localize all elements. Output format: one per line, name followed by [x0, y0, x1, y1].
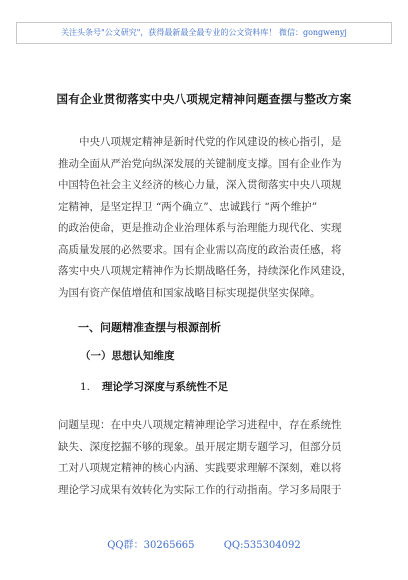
text-line: 中国特色社会主义经济的核心力量，深入贯彻落实中央八项规 [58, 179, 342, 191]
promo-banner [16, 22, 392, 44]
text-line: 缺失、深度挖掘不够的现象。虽开展定期专题学习，但部分员 [58, 440, 342, 453]
document-title: 国有企业贯彻落实中央八项规定精神问题查摆与整改方案 [56, 92, 352, 106]
intro-paragraph-continued [58, 261, 358, 304]
item-paragraph [58, 415, 358, 501]
text-line: 高质量发展的必然要求。国有企业需以高度的政治责任感，将 [58, 243, 342, 256]
text-line: 定精神，是坚定捍卫 “两个确立”、忠诚践行 “两个维护” [58, 200, 318, 213]
text-line: 落实中央八项规定精神作为长期战略任务，持续深化作风建设， [58, 265, 352, 277]
text-line: 中央八项规定精神是新时代党的作风建设的核心指引，是 [79, 136, 342, 148]
text-line: 的政治使命，更是推动企业治理体系与治理能力现代化、实现 [58, 222, 342, 234]
subsection-heading: （一）思想认知维度 [80, 350, 175, 362]
section-heading: 一、问题精准查摆与根源剖析 [78, 321, 221, 334]
text-line: 理论学习成果有效转化为实际工作的行动指南。学习多局限于 [58, 483, 342, 496]
item-title: 理论学习深度与系统性不足 [102, 381, 228, 393]
text-line: 工对八项规定精神的核心内涵、实践要求理解不深刻，难以将 [58, 462, 342, 474]
text-line: 为国有资产保值增值和国家战略目标实现提供坚实保障。 [58, 286, 321, 299]
promo-banner-text: 关注头条号"公文研究"，获得最新最全最专业的公文资料库！ 微信：gongwenyj [61, 28, 347, 37]
intro-paragraph [58, 132, 358, 261]
text-line: 推动全面从严治党向纵深发展的关键制度支撑。国有企业作为 [58, 157, 342, 170]
qq-group-text: QQ群：30265665 [107, 540, 195, 551]
item-heading [80, 379, 228, 394]
text-line: 问题呈现：在中央八项规定精神理论学习进程中，存在系统性 [58, 419, 342, 431]
item-number: 1. [80, 381, 91, 393]
qq-text: QQ:535304092 [223, 540, 301, 551]
footer-contact [0, 536, 408, 551]
